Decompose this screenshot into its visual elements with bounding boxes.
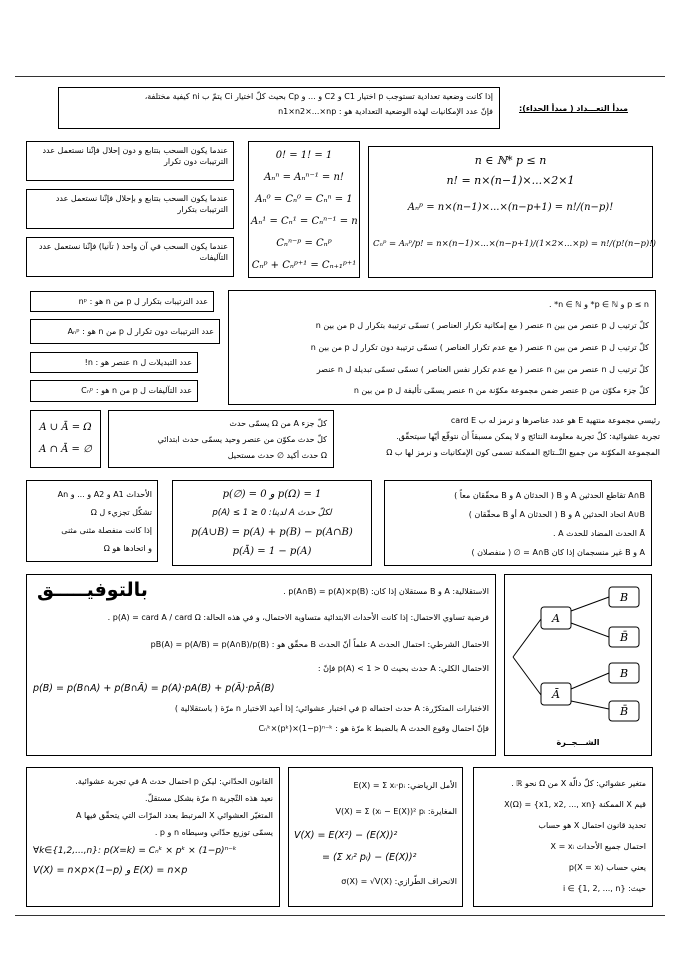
count-combinations: عدد التآليفات ل p من n هو : Cₙᵖ [30,380,198,402]
binomial-box [26,767,280,907]
top-rule [15,76,665,77]
identity-4: Aₙ¹ = Cₙ¹ = Cₙⁿ⁻¹ = n [251,216,358,227]
basics-block [340,413,660,461]
incompatible-definition: A و B غير منسجمان إذا كان A∩B = ∅ ( منفصلان ) [471,548,645,557]
binomial-line-1: القانون الحدّاني: ليكن p احتمال حدث A في تجربة عشوائية. [75,777,273,786]
random-experiment-definition: تجربة عشوائية: كلّ تجربة معلومة النتائج و لا يمكن مسبقاً أن نتوقّع أيّها سيتحقّق. [396,432,660,441]
index-range: حيث: i ∈ {1, 2, ..., n} [562,884,646,893]
sample-space-definition: المجموعة المكوّنة من جميع النّــتائج الممكنة تسمى كون الإمكانيات و نرمز لها ب Ω [386,448,660,457]
independence: الاستقلالية: A و B مستقلان إذا كان: p(A∩B) = p(A)×p(B) . [283,587,489,596]
binomial-formula: ∀k∈{1,2,...,n}: p(X=k) = Cₙᵏ × pᵏ × (1−p)ⁿ⁻ᵏ [33,846,237,856]
variance: المغايرة: V(X) = Σ (xᵢ − E(X))² pᵢ [335,807,457,816]
repeated-trials-formula: فإنّ احتمال وقوع الحدث A بالضبط k مرّة هو : Cₙᵏ×(pᵏ)×(1−p)ⁿ⁻ᵏ [258,724,489,733]
definition-permutation: كلّ ترتيب ل n عنصر من بين n عنصر ( مع عدم تكرار نفس العناصر ) تسمّى تسمّى تبديلة ل n عنصر [316,365,649,374]
identity-2: Aₙⁿ = Aₙⁿ⁻¹ = n! [264,172,344,183]
law-definition: تحديد قانون احتمال X هو حساب [538,821,646,830]
note-no-replacement: عندما يكون السحب بتتابع و دون إحلال فإنّنا نستعمل عدد الترتيبات دون تكرار [26,141,234,181]
count-without-repetition: عدد الترتيبات دون تكرار ل p من n هو : Aₙᵖ [30,319,220,344]
counting-line-1: إذا كانت وضعية تعدادية تستوجب p اختيار C1 و C2 و ... و Cp بحيث كلّ اختيار Ci يتمّ ب ni كيفية مختلفة، [144,92,493,101]
tree-caption: الشـــجــرة [556,738,600,747]
complement-box [30,410,101,468]
counting-principle-box [58,87,500,129]
probability-properties-box [172,480,372,566]
definition-arrangement-repetition: كلّ ترتيب ل p عنصر من بين n عنصر ( مع إمكانية تكرار العناصر ) تسمّى ترتيبة بتكرار ل p من بين n [315,321,649,330]
bottom-rule [15,915,665,916]
formulas-box [368,146,656,278]
tree-node-b-1: B [619,591,629,604]
total-probability-formula: p(B) = p(B∩A) + p(B∩Ā) = p(A)·pA(B) + p(Ā)·pĀ(B) [33,683,275,694]
binomial-line-4: يسمّى توزيع حدّاني وسيطاه n و p . [154,828,273,837]
binomial-line-2: نعيد هذه التّجربة n مرّة بشكل مستقلّ. [144,794,273,803]
law-computation: يعني حساب p(X = xᵢ) [568,863,646,872]
definition-arrangement: كلّ ترتيب ل p عنصر من بين n عنصر ( مع عدم تكرار العناصر ) تسمّى ترتيبة دون تكرار ل p من بين n [310,343,649,352]
sure-impossible-event: Ω حدث أكيد ∅ حدث مستحيل [227,451,327,460]
definitions-box [228,290,656,405]
events-box [108,410,334,468]
tree-node-b-bar-1: B̄ [619,631,629,644]
identity-5: Cₙⁿ⁻ᵖ = Cₙᵖ [276,238,332,249]
partition-line-3: إذا كانت منفصلة مثنى مثنى [61,526,152,535]
definition-condition: p ≤ n و p ∈ ℕ* و n ∈ ℕ* . [548,300,649,309]
formula-combinations: Cₙᵖ = Aₙᵖ/p! = n×(n−1)×...×(n−p+1)/(1×2×...×p) = n!/(p!(n−p)!) [373,239,656,249]
definition-combination: كلّ جزء مكوّن من p عنصر ضمن مجموعة مكوّنة من n عنصر يسمّى تأليفة ل p من بين n [353,386,649,395]
conditional-probability: الاحتمال الشرطي: احتمال الحدث A علماً أنّ الحدث B محقّق هو : pB(A) = p(A/B) = p(A∩B)/p(B) [150,640,489,649]
prob-complement: p(Ā) = 1 − p(A) [232,546,312,557]
identities-box [248,141,360,278]
probability-tree [505,575,651,755]
counting-line-2: فإنّ عدد الإمكانيات لهذه الوضعية التعدادية هو : n1×n2×...×np [278,107,493,116]
union-definition: A∪B اتحاد الحدثين A و B ( الحدثان A أو B محقّقان ) [468,510,645,519]
tree-node-a-bar: Ā [552,688,560,701]
prob-bounds: لكلّ حدث A لدينا: 0 ≤ p(A) ≤ 1 [212,508,332,518]
tree-node-b-bar-2: B̄ [619,705,629,718]
tree-box [504,574,652,756]
formula-factorial: n! = n×(n−1)×...×2×1 [446,174,575,187]
prob-union: p(A∪B) = p(A) + p(B) − p(A∩B) [191,527,353,538]
complement-intersection: A ∩ Ā = ∅ [39,444,92,455]
standard-deviation: الانحراف الطّرازي: σ(X) = √V(X) [341,877,457,886]
note-simultaneous: عندما يكون السحب في آن واحد ( تآنيا) فإنّنا نستعمل عدد التآليفات [26,237,234,277]
identity-6: Cₙᵖ + Cₙᵖ⁺¹ = Cₙ₊₁ᵖ⁺¹ [251,260,357,271]
partition-box [26,480,158,562]
random-variable-values: قيم X الممكنة X(Ω) = {x1, x2, ..., xn} [504,800,646,809]
tree-node-b-2: B [619,667,629,680]
binomial-mean-variance: V(X) = n×p×(1−p) و E(X) = n×p [33,865,188,876]
probability-main-box [26,574,496,756]
cardinal-definition: رئيسي مجموعة منتهية E هو عدد عناصرها و نرمز له ب card E [450,416,660,425]
variance-formula-2: = (Σ xᵢ² pᵢ) − (E(X))² [322,852,417,863]
identity-1: 0! = 1! = 1 [275,150,333,161]
note-with-replacement: عندما يكون السحب بتتابع و بإحلال فإنّنا نستعمل عدد الترتيبات بتكرار [26,189,234,229]
brand-text: بالتوفيـــــق [37,579,148,601]
tree-node-a: A [552,612,560,625]
partition-line-2: تشكّل تجزيء ل Ω [90,508,152,517]
variance-formula: V(X) = E(X²) − (E(X))² [294,830,398,841]
partition-line-4: و اتحادها هو Ω [103,544,152,553]
expected-value: الأمل الرياضي: E(X) = Σ xᵢ·pᵢ [353,781,457,790]
equiprobability: فرضية تساوي الاحتمال: إذا كانت الأحداث الابتدائية متساوية الاحتمال، و في هذه الحالة: p(A) = card A / card Ω . [107,613,489,622]
identity-3: Aₙ⁰ = Cₙ⁰ = Cₙⁿ = 1 [255,194,353,205]
elementary-event: كلّ حدث مكوّن من عنصر وحيد يسمّى حدث ابتدائي [157,435,327,444]
random-variable-box [473,767,653,907]
formula-arrangements: Aₙᵖ = n×(n−1)×...×(n−p+1) = n!/(n−p)! [407,202,614,213]
event-definition: كلّ جزء A من Ω يسمّى حدث [229,419,327,428]
opposite-event-definition: Ā الحدث المضاد للحدث A . [553,529,645,538]
total-probability-condition: الاحتمال الكلي: A حدث بحيث 0 < p(A) < 1 فإنّ : [317,664,489,673]
law-events: احتمال جميع الأحداث X = xᵢ [550,842,646,851]
prob-empty-universe: p(∅) = 0 و p(Ω) = 1 [222,489,322,500]
formula-condition: n ∈ ℕ* p ≤ n [474,154,547,167]
counting-title: مبدأ التعـــداد ( مبدأ الجداء): [519,104,628,113]
binomial-line-3: المتغيّر العشوائي X المرتبط بعدد المرّات التي يتحقّق فيها A [75,811,273,820]
set-operations-box [384,480,652,566]
count-with-repetition: عدد الترتيبات بتكرار ل p من n هو : nᵖ [30,291,214,312]
intersection-definition: A∩B تقاطع الحدثين A و B ( الحدثان A و B محقّقان معاً ) [454,491,645,500]
random-variable-definition: متغير عشوائي: كلّ دالّة X من Ω نحو ℝ . [511,779,646,788]
partition-line-1: الأحداث A1 و A2 و ... و An [57,490,152,499]
count-permutations: عدد التبديلات ل n عنصر هو : n! [30,352,198,373]
expectation-box [288,767,463,907]
complement-union: A ∪ Ā = Ω [39,422,92,433]
repeated-trials: الاختبارات المتكرّرة: A حدث احتماله p في اختبار عشوائي؛ إذا أعيد الاختبار n مرّة ( باستقلالية ) [174,704,489,713]
